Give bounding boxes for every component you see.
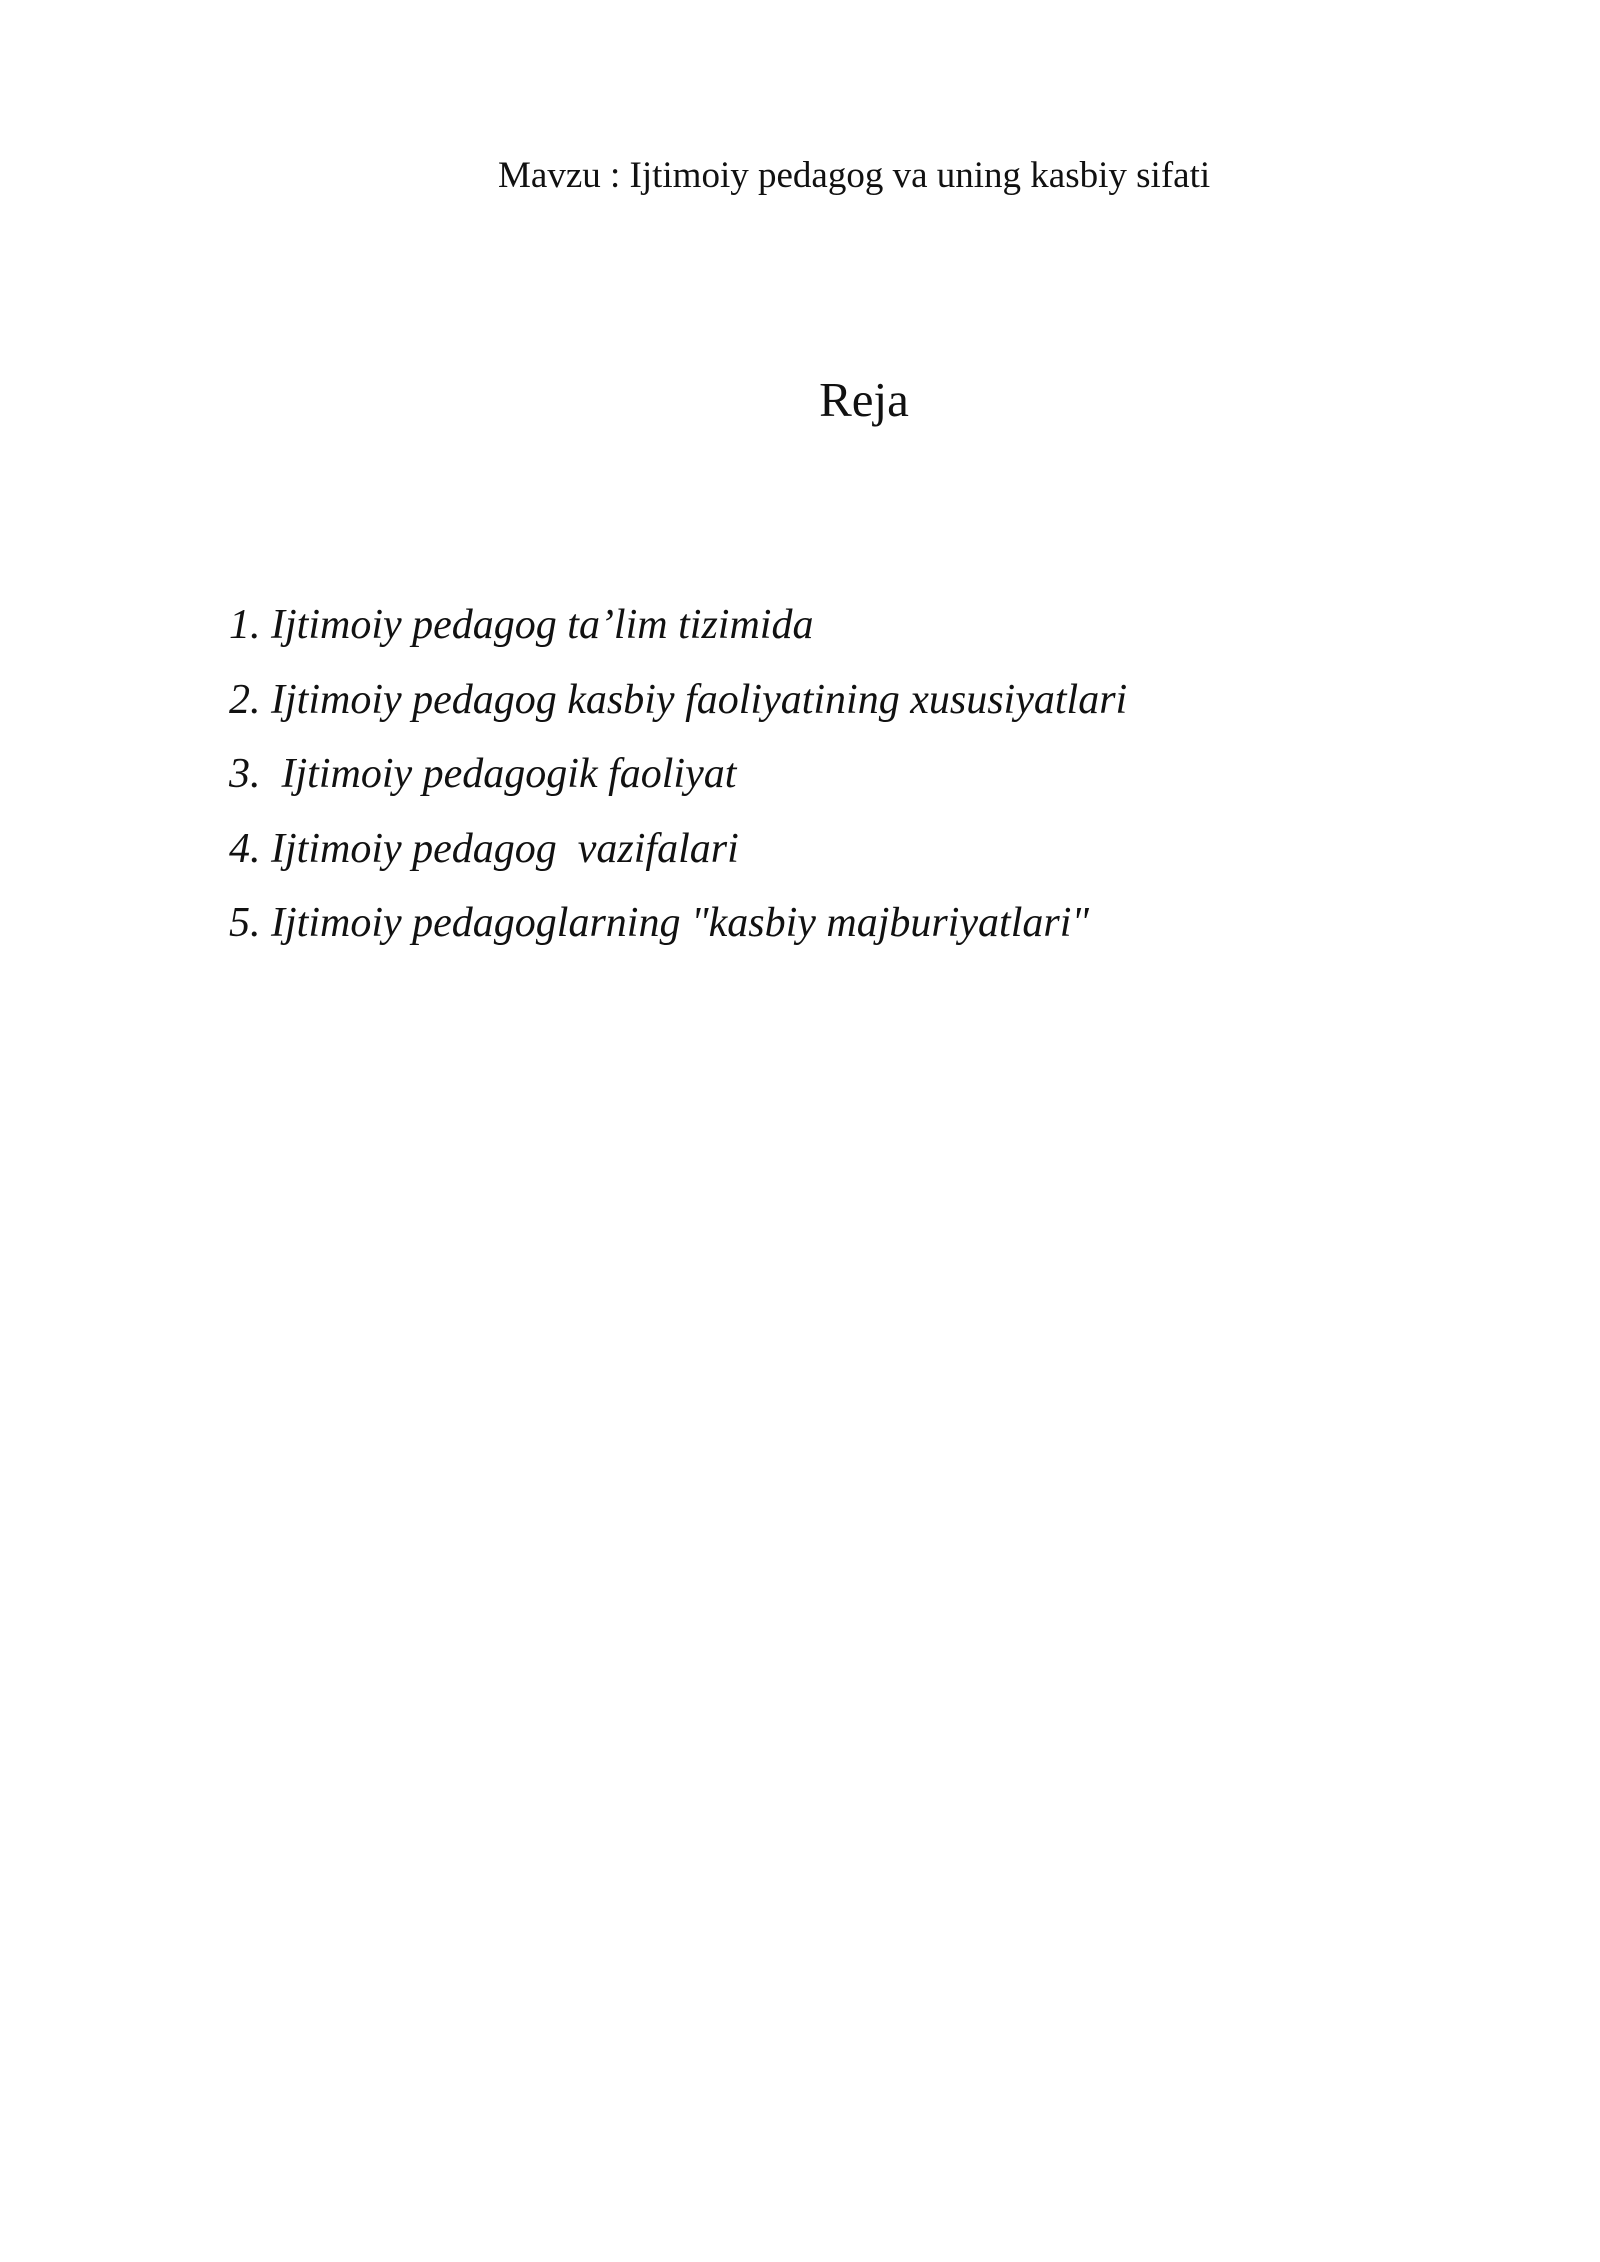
- plan-item: 4. Ijtimoiy pedagog vazifalari: [229, 825, 739, 872]
- plan-item: 2. Ijtimoiy pedagog kasbiy faoliyatining xususiyatlari: [229, 676, 1128, 723]
- topic-title: Mavzu : Ijtimoiy pedagog va uning kasbiy sifati: [498, 155, 1211, 196]
- plan-item: 3. Ijtimoiy pedagogik faoliyat: [229, 751, 737, 797]
- plan-item: 1. Ijtimoiy pedagog ta’lim tizimida: [229, 602, 814, 648]
- plan-item: 5. Ijtimoiy pedagoglarning "kasbiy majburiyatlari": [229, 900, 1090, 946]
- plan-heading: Reja: [819, 372, 909, 427]
- plan-list: [229, 588, 1127, 961]
